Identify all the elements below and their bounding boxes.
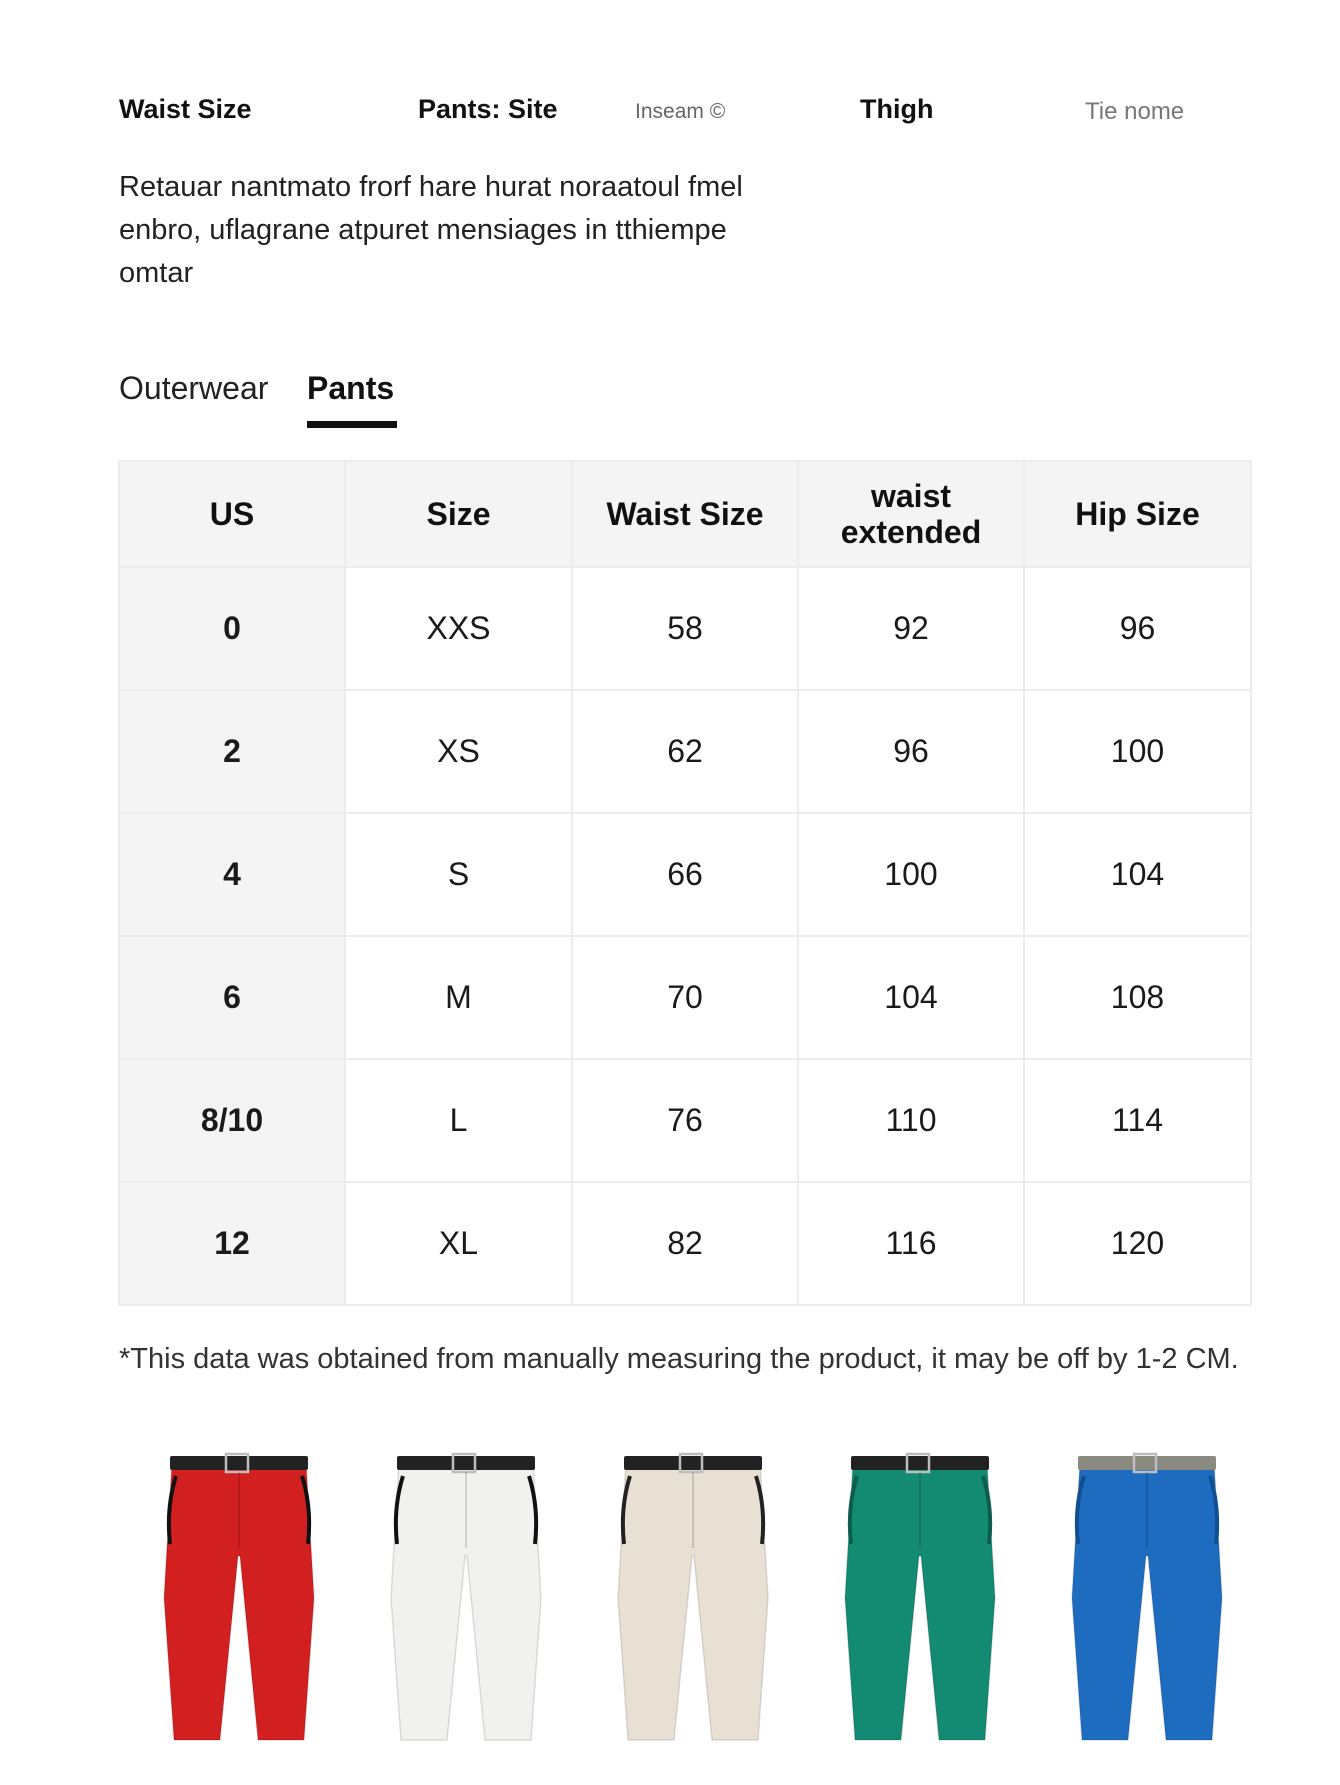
top-label-other: Tie nome (1085, 98, 1185, 125)
belt (624, 1456, 762, 1470)
table-row (119, 690, 1251, 813)
belt (1078, 1456, 1216, 1470)
cell-waist: 76 (572, 1059, 798, 1182)
product-color-gallery (119, 1448, 1251, 1748)
top-header-labels (119, 94, 1239, 134)
cell-hip: 114 (1024, 1059, 1251, 1182)
top-label-thigh: Thigh (860, 94, 934, 124)
cell-size: XL (345, 1182, 572, 1305)
cell-waist-extended: 92 (798, 567, 1024, 690)
table-row (119, 813, 1251, 936)
pants-illustration (381, 1448, 551, 1748)
table-row (119, 936, 1251, 1059)
cell-waist-extended: 116 (798, 1182, 1024, 1305)
cell-waist-extended: 104 (798, 936, 1024, 1059)
cell-hip: 100 (1024, 690, 1251, 813)
cell-waist-extended: 110 (798, 1059, 1024, 1182)
pants-illustration (154, 1448, 324, 1748)
pants-illustration (1062, 1448, 1232, 1748)
tab-outerwear[interactable]: Outerwear (119, 370, 269, 406)
cell-size: M (345, 936, 572, 1059)
header-waist-extended (798, 461, 1024, 567)
header-us: US (119, 461, 345, 567)
white-pants-image[interactable] (381, 1448, 551, 1748)
beige-pants-image[interactable] (608, 1448, 778, 1748)
cell-us: 2 (119, 690, 345, 813)
cell-hip: 108 (1024, 936, 1251, 1059)
table-row (119, 1059, 1251, 1182)
active-tab-indicator (307, 421, 397, 428)
pants-illustration (608, 1448, 778, 1748)
cell-us: 0 (119, 567, 345, 690)
top-label-waist: Waist Size (119, 94, 252, 124)
table-row (119, 567, 1251, 690)
top-label-inseam: Inseam © (635, 100, 726, 123)
header-hip-size: Hip Size (1024, 461, 1251, 567)
cell-size: L (345, 1059, 572, 1182)
header-size: Size (345, 461, 572, 567)
cell-waist: 58 (572, 567, 798, 690)
cell-waist: 82 (572, 1182, 798, 1305)
cell-us: 4 (119, 813, 345, 936)
cell-us: 8/10 (119, 1059, 345, 1182)
cell-us: 6 (119, 936, 345, 1059)
table-header-row (119, 461, 1251, 567)
cell-hip: 96 (1024, 567, 1251, 690)
cell-us: 12 (119, 1182, 345, 1305)
size-chart-table (118, 460, 1252, 1306)
cell-waist-extended: 100 (798, 813, 1024, 936)
cell-hip: 120 (1024, 1182, 1251, 1305)
belt (851, 1456, 989, 1470)
measurement-footnote: *This data was obtained from manually measuring the product, it may be off by 1-2 CM. (119, 1343, 1239, 1375)
intro-paragraph: Retauar nantmato frorf hare hurat noraatoul fmel enbro, uflagrane atpuret mensiages in tthiempe omtar (119, 171, 743, 289)
top-label-pants: Pants: Site (418, 94, 558, 124)
pants-illustration (835, 1448, 1005, 1748)
red-pants-image[interactable] (154, 1448, 324, 1748)
cell-waist: 62 (572, 690, 798, 813)
cell-waist-extended: 96 (798, 690, 1024, 813)
belt (170, 1456, 308, 1470)
cell-hip: 104 (1024, 813, 1251, 936)
cell-size: XXS (345, 567, 572, 690)
header-waist-size: Waist Size (572, 461, 798, 567)
blue-pants-image[interactable] (1062, 1448, 1232, 1748)
belt (397, 1456, 535, 1470)
cell-waist: 70 (572, 936, 798, 1059)
cell-waist: 66 (572, 813, 798, 936)
teal-pants-image[interactable] (835, 1448, 1005, 1748)
cell-size: XS (345, 690, 572, 813)
header-waist-extended-label: waist extended (840, 478, 982, 550)
tab-pants[interactable]: Pants (307, 370, 395, 406)
cell-size: S (345, 813, 572, 936)
table-row (119, 1182, 1251, 1305)
